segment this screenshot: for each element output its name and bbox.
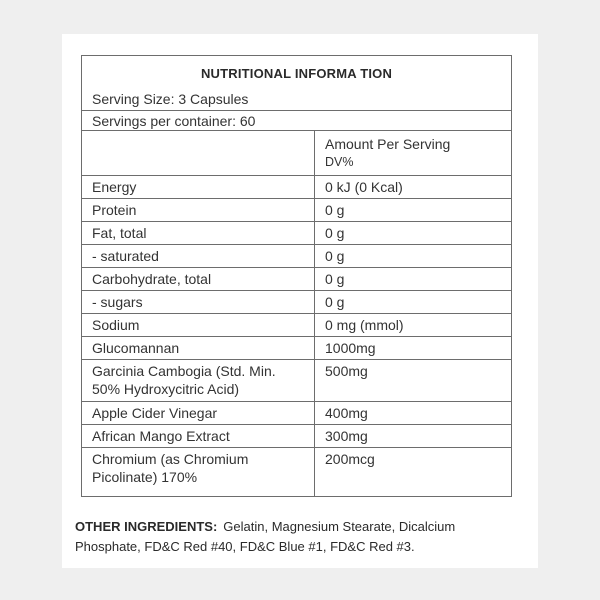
other-ingredients-text1: Gelatin, Magnesium Stearate, Dicalcium [223, 519, 456, 534]
servings-per-container: Servings per container: 60 [92, 113, 256, 129]
row-glucomannan-name: Glucomannan [92, 340, 180, 356]
row-sodium-name: Sodium [92, 317, 140, 333]
row-apple-cider-value: 400mg [325, 405, 368, 421]
divider [82, 267, 511, 268]
panel-title: NUTRITIONAL INFORMA TION [200, 66, 393, 81]
divider [82, 290, 511, 291]
row-chromium-name-line1: Chromium (as Chromium [92, 451, 249, 467]
divider [82, 110, 511, 111]
row-chromium-name-line2: Picolinate) 170% [92, 469, 198, 485]
row-garcinia-name-line1: Garcinia Cambogia (Std. Min. [92, 363, 276, 379]
row-fat-name: Fat, total [92, 225, 147, 241]
divider [82, 447, 511, 448]
row-sugars-name: - sugars [92, 294, 143, 310]
row-glucomannan-value: 1000mg [325, 340, 376, 356]
row-african-mango-name: African Mango Extract [92, 428, 230, 444]
row-carbohydrate-value: 0 g [325, 271, 345, 287]
row-fat-value: 0 g [325, 225, 345, 241]
other-ingredients-line2: Phosphate, FD&C Red #40, FD&C Blue #1, FD&C Red #3. [75, 539, 415, 554]
row-sodium-value: 0 mg (mmol) [325, 317, 404, 333]
divider [82, 359, 511, 360]
nutrition-panel [81, 55, 512, 497]
other-ingredients [75, 517, 495, 557]
row-protein-value: 0 g [325, 202, 345, 218]
row-energy-name: Energy [92, 179, 137, 195]
dv-label: DV% [325, 155, 354, 169]
divider [82, 336, 511, 337]
row-african-mango-value: 300mg [325, 428, 368, 444]
row-saturated-name: - saturated [92, 248, 159, 264]
divider [82, 401, 511, 402]
divider [82, 424, 511, 425]
serving-size: Serving Size: 3 Capsules [92, 91, 249, 107]
row-chromium-value: 200mcg [325, 451, 375, 467]
row-carbohydrate-name: Carbohydrate, total [92, 271, 212, 287]
amount-per-serving-label: Amount Per Serving [325, 136, 451, 152]
divider [82, 244, 511, 245]
row-garcinia-name-line2: 50% Hydroxycitric Acid) [92, 381, 240, 397]
amount-header [325, 135, 450, 171]
row-sugars-value: 0 g [325, 294, 345, 310]
divider [82, 130, 511, 131]
divider [82, 198, 511, 199]
row-protein-name: Protein [92, 202, 137, 218]
row-saturated-value: 0 g [325, 248, 345, 264]
row-energy-value: 0 kJ (0 Kcal) [325, 179, 403, 195]
row-chromium-name [92, 450, 248, 486]
row-apple-cider-name: Apple Cider Vinegar [92, 405, 218, 421]
divider [82, 175, 511, 176]
other-ingredients-line1 [75, 517, 495, 537]
divider [82, 313, 511, 314]
divider [82, 221, 511, 222]
row-garcinia-name [92, 362, 276, 398]
other-ingredients-label: OTHER INGREDIENTS: [75, 519, 218, 534]
row-garcinia-value: 500mg [325, 363, 368, 379]
